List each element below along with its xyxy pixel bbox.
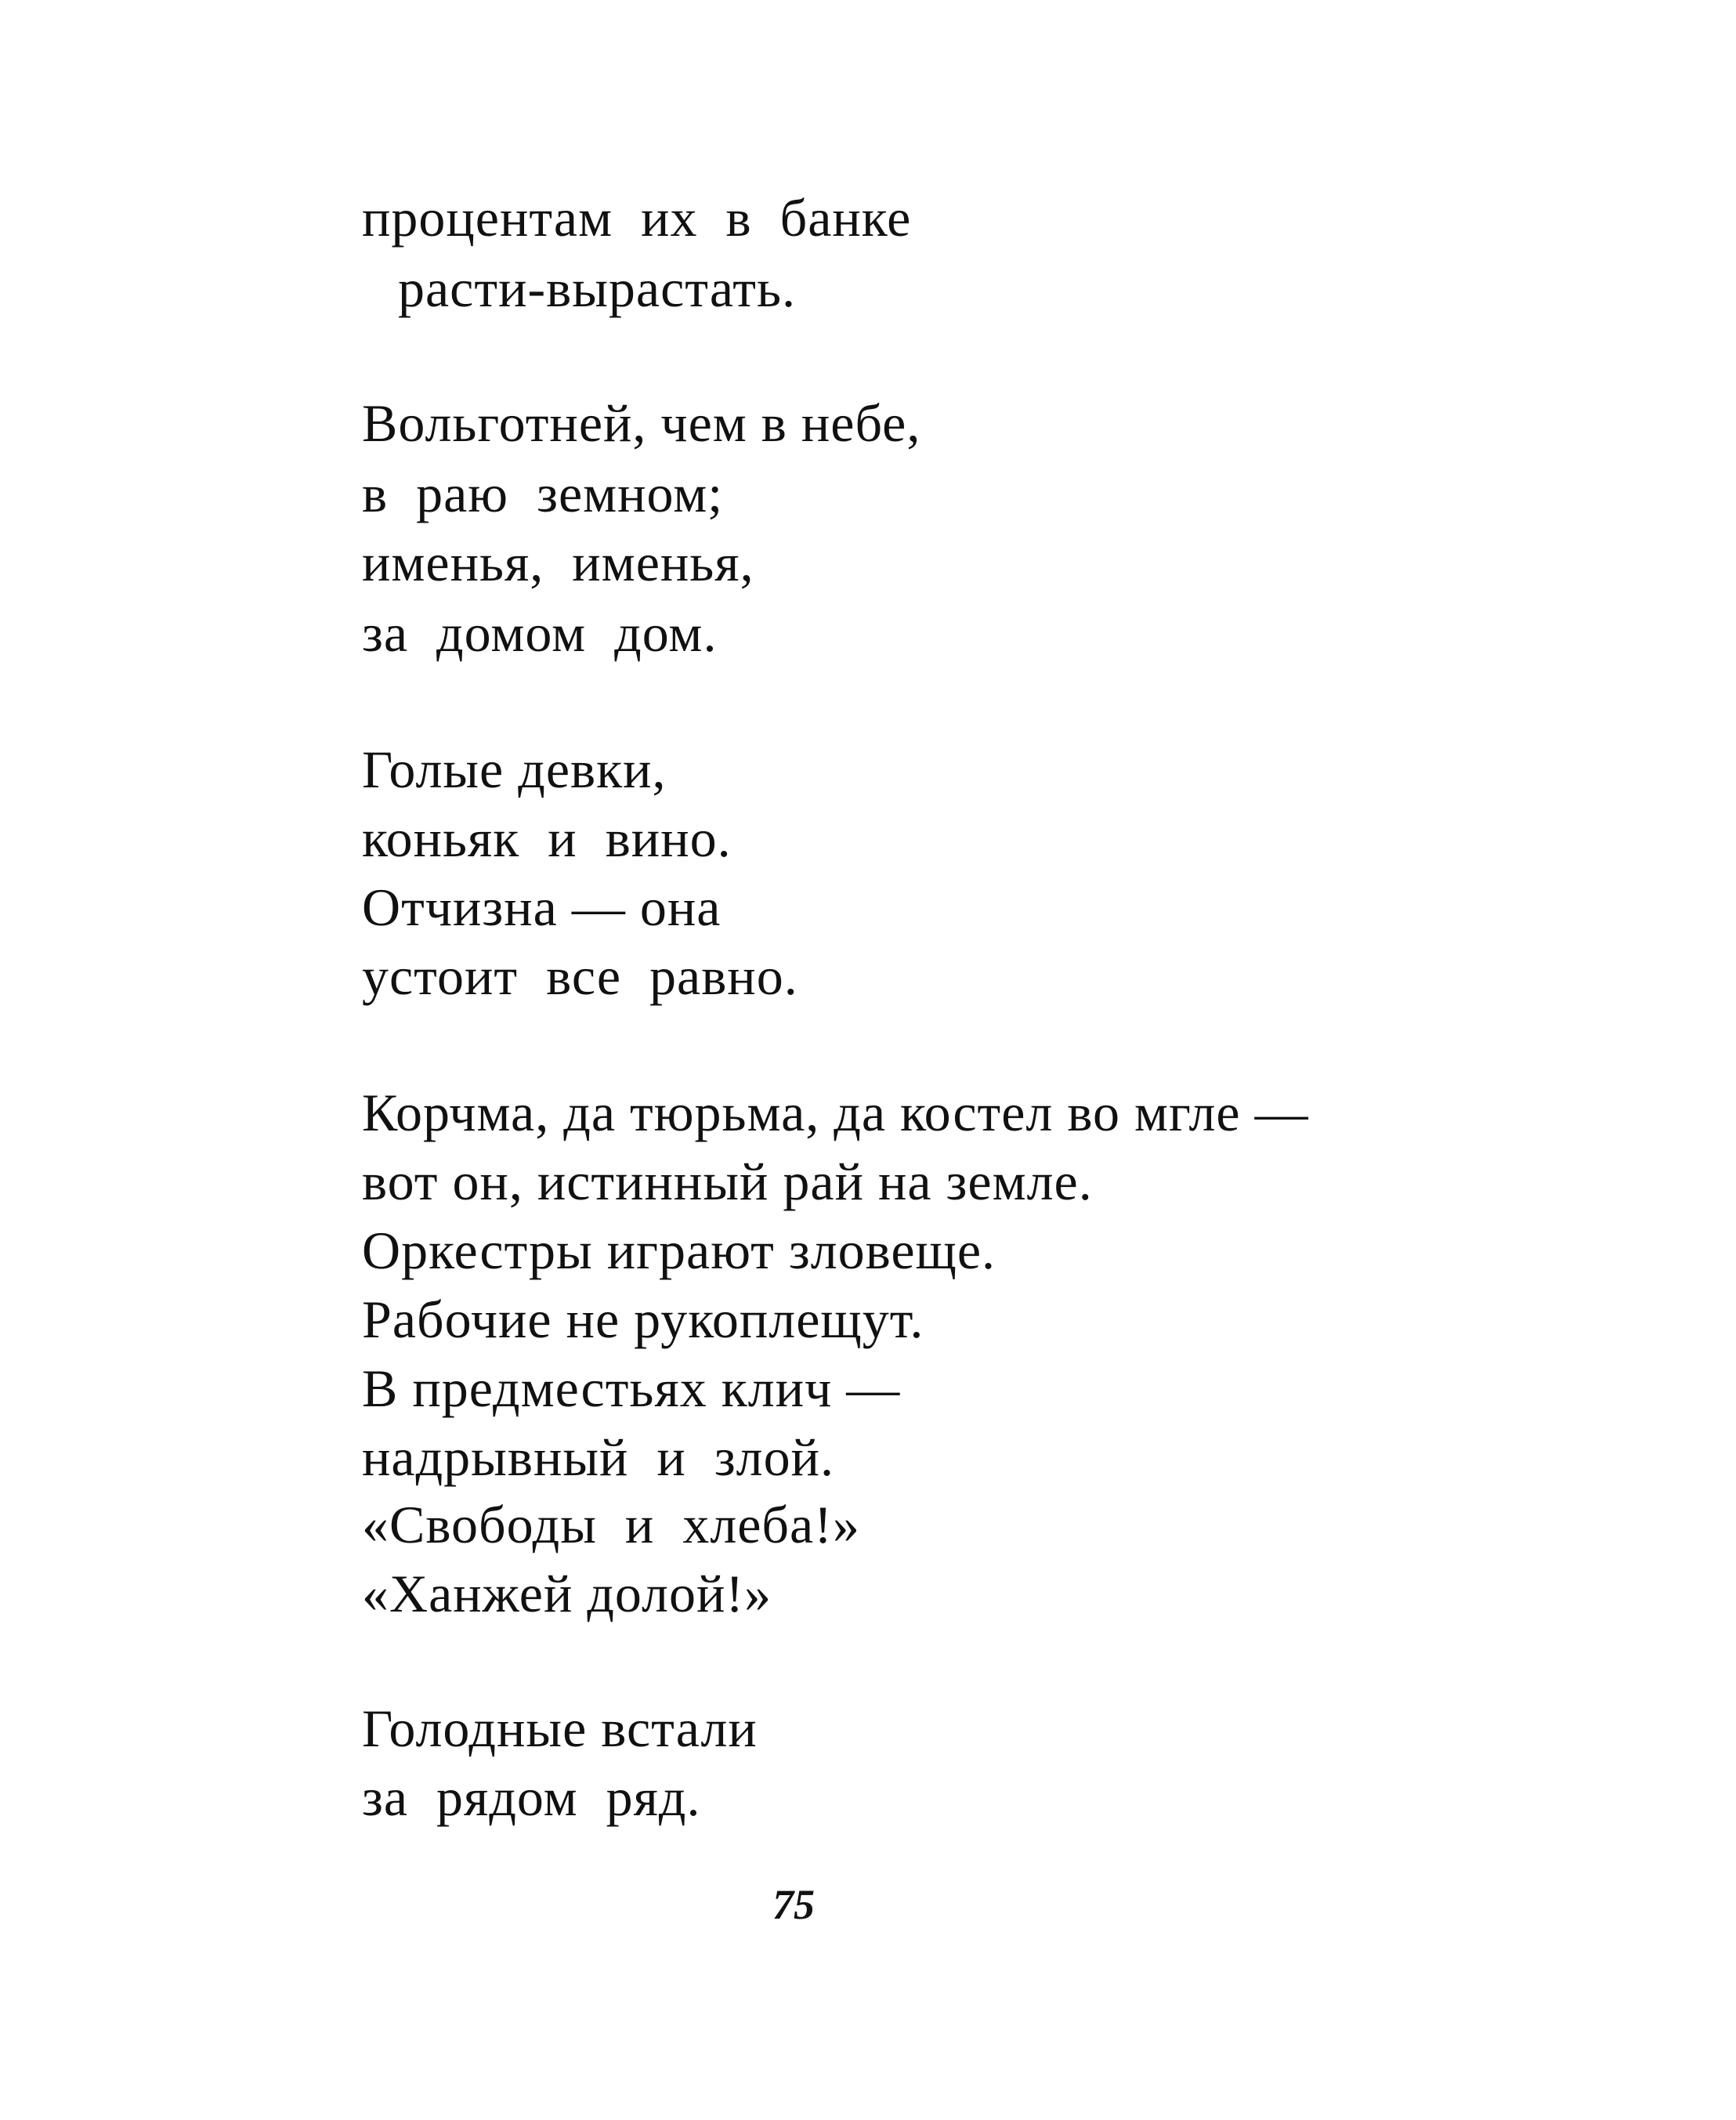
poem-line: расти-вырастать.	[398, 259, 796, 318]
poem-line: Отчизна — она	[362, 877, 722, 937]
poem-line: процентам их в банке	[362, 188, 912, 248]
poem-line: коньяк и вино.	[362, 809, 732, 868]
poem-line: В предместьях клич —	[362, 1358, 901, 1418]
page-number: 75	[772, 1881, 815, 1928]
poem-line: в раю земном;	[362, 464, 724, 523]
poem-line: Рабочие не рукоплещут.	[362, 1290, 924, 1349]
poem-line: за домом дом.	[362, 603, 718, 663]
poem-line: Голые девки,	[362, 740, 667, 799]
poem-line: устоит все равно.	[362, 946, 798, 1006]
poem-line: надрывный и злой.	[362, 1427, 835, 1487]
poem-line: Оркестры играют зловеще.	[362, 1221, 996, 1280]
poem-line: «Ханжей долой!»	[362, 1564, 772, 1623]
poem-line: «Свободы и хлеба!»	[362, 1495, 860, 1554]
poem-line: вот он, истинный рай на земле.	[362, 1152, 1093, 1211]
poem-line: Вольготней, чем в небе,	[362, 393, 921, 453]
poem-line: за рядом ряд.	[362, 1767, 701, 1827]
poem-line: Голодные встали	[362, 1699, 758, 1758]
poem-line: именья, именья,	[362, 533, 754, 592]
poem-line: Корчма, да тюрьма, да костел во мгле —	[362, 1083, 1309, 1142]
